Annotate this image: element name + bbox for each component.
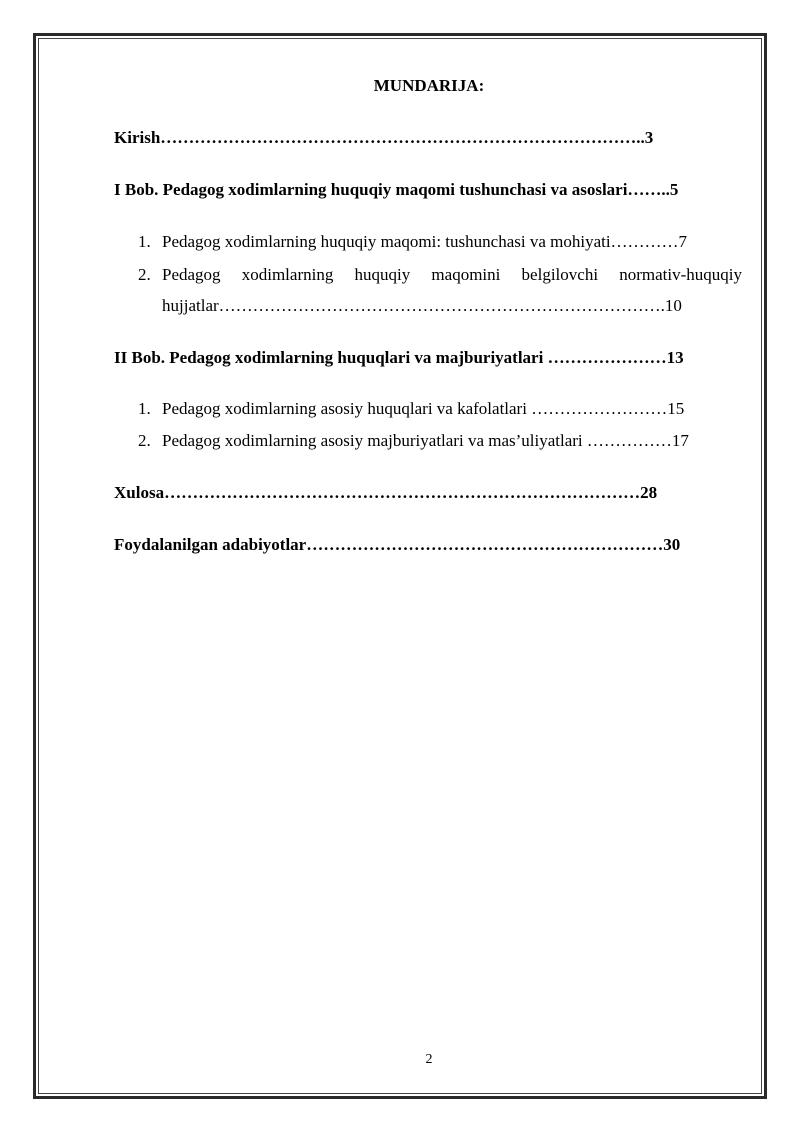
- page-number: 2: [425, 1052, 433, 1067]
- toc-entry-kirish: Kirish…………………………………………………………………………..3: [114, 128, 654, 147]
- toc-subentry-number: 1.: [138, 232, 151, 251]
- toc-subentry-number: 2.: [138, 265, 151, 284]
- toc-entry-references: Foydalanilgan adabiyotlar………………………………………………………30: [114, 535, 681, 554]
- toc-entry-xulosa: Xulosa…………………………………………………………………………28: [114, 483, 658, 502]
- toc-subentry-2-1: Pedagog xodimlarning asosiy huquqlari va kafolatlari ……………………15: [162, 399, 685, 418]
- toc-title: MUNDARIJA:: [373, 76, 485, 95]
- toc-entry-chapter-1: I Bob. Pedagog xodimlarning huquqiy maqomi tushunchasi va asoslari……..5: [114, 180, 679, 199]
- toc-subentry-1-1: Pedagog xodimlarning huquqiy maqomi: tushunchasi va mohiyati…………7: [162, 232, 688, 251]
- toc-subentry-1-2-line1: Pedagog xodimlarning huquqiy maqomini belgilovchi normativ-huquqiy: [162, 265, 742, 284]
- toc-subentry-1-2-line2: hujjatlar…………………………………………………………………….10: [162, 296, 682, 315]
- toc-entry-chapter-2: II Bob. Pedagog xodimlarning huquqlari va majburiyatlari …………………13: [114, 348, 684, 367]
- toc-subentry-number: 1.: [138, 399, 151, 418]
- toc-subentry-2-2: Pedagog xodimlarning asosiy majburiyatlari va mas’uliyatlari ……………17: [162, 431, 689, 450]
- toc-subentry-number: 2.: [138, 431, 151, 450]
